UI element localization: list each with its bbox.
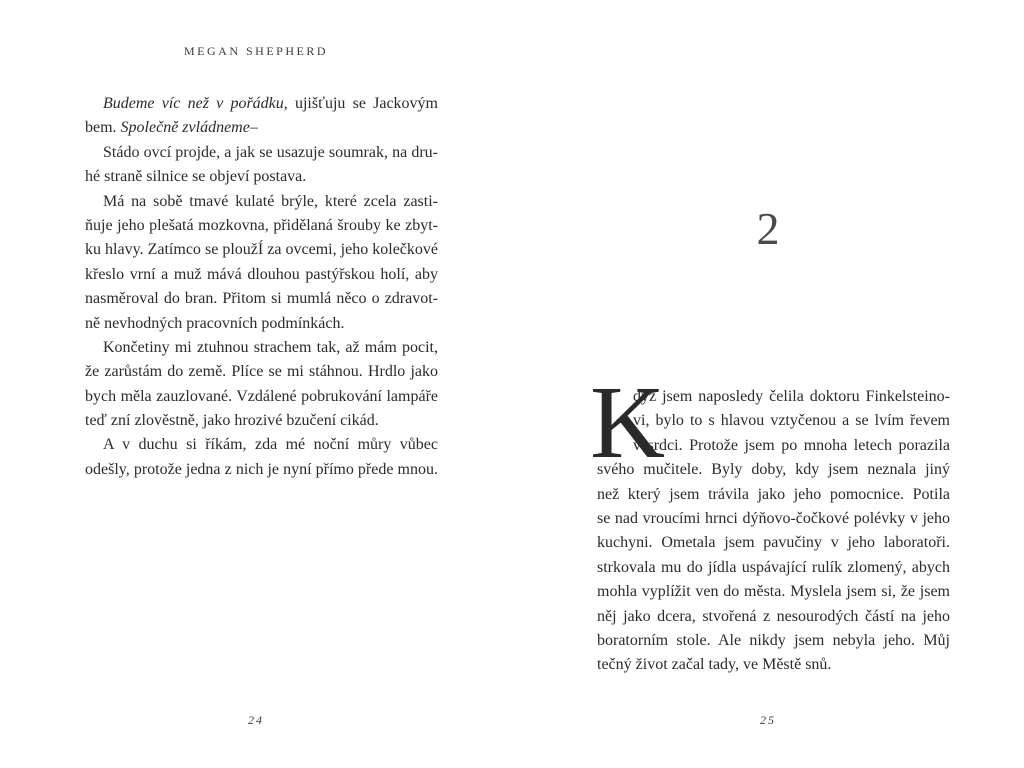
text-line bbox=[597, 653, 950, 677]
running-head: MEGAN SHEPHERD bbox=[183, 44, 328, 58]
text-line bbox=[85, 312, 438, 336]
text-line bbox=[85, 385, 438, 409]
text-line bbox=[597, 458, 950, 482]
text-run: Má na sobě tmavé kulaté brýle, které zcela zasti- bbox=[103, 192, 438, 210]
text-run: než který jsem trávila jako jeho pomocnice. Potila bbox=[597, 485, 950, 503]
text-run: odešly, protože jedna z nich je nyní přímo přede mnou. bbox=[85, 460, 438, 478]
text-line bbox=[597, 556, 950, 580]
text-line bbox=[597, 385, 950, 409]
text-line bbox=[597, 629, 950, 653]
text-line bbox=[597, 409, 950, 433]
text-run: kuchyni. Ometala jsem pavučiny v jeho laboratoři. bbox=[597, 534, 950, 552]
text-line bbox=[85, 165, 438, 189]
text-line bbox=[85, 336, 438, 360]
text-line bbox=[85, 458, 438, 482]
drop-cap: K bbox=[590, 365, 666, 480]
italic-text: Společně zvládneme bbox=[120, 119, 250, 137]
right-page-text bbox=[597, 385, 950, 678]
text-line bbox=[597, 434, 950, 458]
text-line bbox=[85, 238, 438, 262]
text-run: něj jako dcera, stvořená z nesourodých částí na jeho bbox=[597, 607, 950, 625]
text-line bbox=[85, 92, 438, 116]
text-run: dyž jsem naposledy čelila doktoru Finkelsteino- bbox=[633, 388, 950, 405]
italic-text: Budeme víc než v pořádku bbox=[103, 95, 284, 112]
text-run: že zarůstám do země. Plíce se mi stáhnou. Hrdlo jako bbox=[85, 363, 438, 381]
text-line bbox=[597, 507, 950, 531]
text-run: boratorním stole. Ale nikdy jsem nebyla jeho. Můj bbox=[597, 631, 950, 649]
text-run: strkovala mu do jídla uspávající rulík zlomený, abych bbox=[597, 558, 950, 576]
text-line bbox=[597, 605, 950, 629]
text-run: Končetiny mi ztuhnou strachem tak, až mám pocit, bbox=[103, 338, 438, 356]
text-run: ňuje jeho plešatá mozkovna, přidělaná šrouby ke zbyt- bbox=[85, 216, 438, 234]
text-run: vi, bylo to s hlavou vztyčenou a se lvím řevem bbox=[633, 412, 950, 430]
text-run: ně nevhodných pracovních podmínkách. bbox=[85, 314, 345, 332]
right-page bbox=[512, 0, 1024, 768]
text-line bbox=[597, 483, 950, 507]
text-run: Stádo ovcí projde, a jak se usazuje soumrak, na dru- bbox=[103, 143, 438, 161]
text-run: se nad vroucími hrnci dýňovo-čočkové polévky v jeho bbox=[597, 509, 950, 527]
text-run: mohla vyplížit ven do města. Myslela jsem si, že jsem bbox=[597, 583, 950, 601]
text-line bbox=[85, 360, 438, 384]
text-line bbox=[597, 580, 950, 604]
text-run: hé straně silnice se objeví postava. bbox=[85, 168, 307, 186]
text-line bbox=[597, 531, 950, 555]
text-run: svého mučitele. Byly doby, kdy jsem neznala jiný bbox=[597, 461, 950, 479]
text-run: – bbox=[249, 119, 258, 137]
chapter-number: 2 bbox=[756, 203, 780, 254]
text-line bbox=[85, 433, 438, 457]
text-line bbox=[85, 409, 438, 433]
text-run: teď zní zlověstně, jako hrozivé bzučení cikád. bbox=[85, 412, 379, 430]
text-run: nasměroval do bran. Přitom si mumlá něco o zdravot- bbox=[85, 290, 438, 308]
text-line bbox=[85, 214, 438, 238]
text-line bbox=[85, 287, 438, 311]
text-run: bem. bbox=[85, 119, 121, 137]
text-run: v srdci. Protože jsem po mnoha letech porazila bbox=[633, 436, 950, 454]
text-line bbox=[85, 190, 438, 214]
page-number-right: 25 bbox=[760, 713, 776, 727]
text-run: bych měla zauzlované. Vzdálené pobrukování lampáře bbox=[85, 387, 438, 405]
text-run: tečný život začal tady, ve Městě snů. bbox=[597, 656, 832, 674]
text-run: , ujišťuju se Jackovým bbox=[283, 95, 438, 112]
text-line bbox=[85, 141, 438, 165]
text-run: křeslo vrní a muž mává dlouhou pastýřskou holí, aby bbox=[85, 265, 438, 283]
left-page-text bbox=[85, 92, 438, 482]
page-number-left: 24 bbox=[248, 713, 264, 727]
text-line bbox=[85, 263, 438, 287]
text-run: ku hlavy. Zatímco se ploužÍ za ovcemi, jeho kolečkové bbox=[85, 241, 438, 259]
text-line bbox=[85, 116, 438, 140]
text-run: A v duchu si říkám, zda mé noční můry vůbec bbox=[103, 436, 438, 454]
